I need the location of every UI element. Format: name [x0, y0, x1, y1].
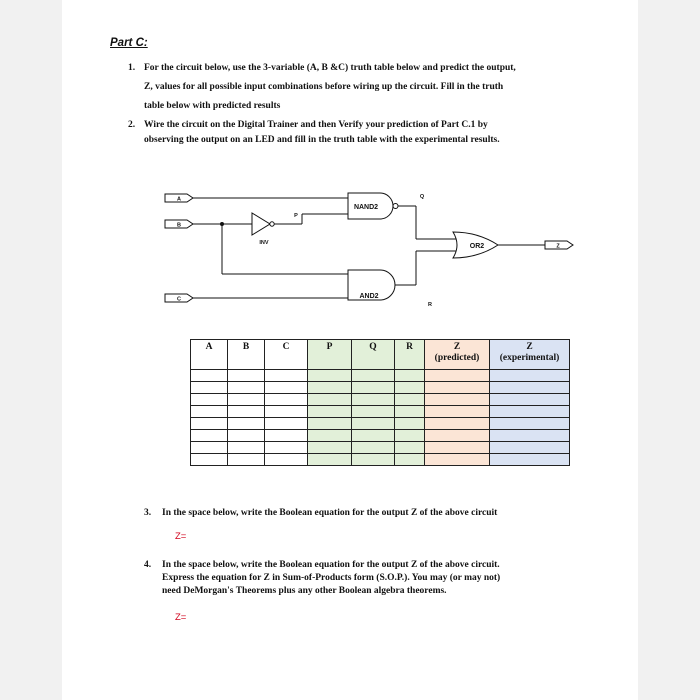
- truth-table-cell-b[interactable]: [228, 370, 265, 382]
- truth-table-row: [191, 394, 570, 406]
- col-header-q: [352, 340, 395, 370]
- truth-table-cell-a[interactable]: [191, 442, 228, 454]
- truth-table-cell-ze[interactable]: [490, 430, 570, 442]
- truth-table-cell-b[interactable]: [228, 418, 265, 430]
- truth-table-cell-zp[interactable]: [425, 394, 490, 406]
- col-header-b-line1: B: [242, 342, 250, 352]
- or-gate-label: OR2: [469, 243, 485, 250]
- and-gate-label: AND2: [359, 293, 379, 300]
- col-header-r-line1: R: [406, 342, 413, 352]
- truth-table-cell-b[interactable]: [228, 430, 265, 442]
- col-header-z-experimental: [490, 340, 570, 370]
- truth-table-cell-ze[interactable]: [490, 442, 570, 454]
- col-header-z-predicted-line2: (predicted): [434, 353, 480, 363]
- q1-line-1: For the circuit below, use the 3-variable (A, B &C) truth table below and predict the output,: [144, 63, 516, 73]
- truth-table: [190, 339, 570, 466]
- truth-table-cell-a[interactable]: [191, 430, 228, 442]
- truth-table-cell-b[interactable]: [228, 454, 265, 466]
- q1-number: 1.: [128, 63, 136, 73]
- truth-table-row: [191, 382, 570, 394]
- q1-line-3: table below with predicted results: [144, 101, 281, 111]
- truth-table-cell-ze[interactable]: [490, 418, 570, 430]
- truth-table-cell-zp[interactable]: [425, 382, 490, 394]
- truth-table-cell-q[interactable]: [352, 382, 395, 394]
- q4-line-2: Express the equation for Z in Sum-of-Products form (S.O.P.). You may (or may not): [162, 573, 501, 583]
- col-header-z-experimental-line1: Z: [526, 342, 533, 352]
- input-a-label: A: [177, 196, 181, 203]
- wire-junction-dot: [220, 222, 224, 226]
- truth-table-row: [191, 418, 570, 430]
- truth-table-cell-r[interactable]: [395, 370, 425, 382]
- q4-number: 4.: [144, 560, 152, 570]
- truth-table-cell-ze[interactable]: [490, 394, 570, 406]
- col-header-z-experimental-line2: (experimental): [499, 353, 560, 363]
- truth-table-cell-zp[interactable]: [425, 454, 490, 466]
- truth-table-cell-zp[interactable]: [425, 370, 490, 382]
- truth-table-cell-q[interactable]: [352, 454, 395, 466]
- q4-line-1: In the space below, write the Boolean equation for the output Z of the above circuit.: [162, 560, 500, 570]
- truth-table-cell-ze[interactable]: [490, 454, 570, 466]
- part-heading: Part C:: [110, 37, 148, 49]
- inverter-label: INV: [259, 240, 269, 246]
- truth-table-cell-c[interactable]: [265, 370, 308, 382]
- q1-line-2: Z, values for all possible input combinations before wiring up the circuit. Fill in the truth: [144, 82, 504, 92]
- truth-table-row: [191, 406, 570, 418]
- document-page: [62, 0, 638, 700]
- truth-table-cell-c[interactable]: [265, 418, 308, 430]
- truth-table-row: [191, 442, 570, 454]
- q2-line-1: Wire the circuit on the Digital Trainer and then Verify your prediction of Part C.1 by: [144, 120, 488, 130]
- truth-table-row: [191, 430, 570, 442]
- truth-table-cell-c[interactable]: [265, 406, 308, 418]
- truth-table-row: [191, 370, 570, 382]
- truth-table-cell-p[interactable]: [308, 442, 352, 454]
- truth-table-cell-r[interactable]: [395, 454, 425, 466]
- truth-table-cell-a[interactable]: [191, 394, 228, 406]
- wire-r-label: R: [428, 302, 432, 308]
- truth-table-cell-p[interactable]: [308, 418, 352, 430]
- truth-table-cell-r[interactable]: [395, 394, 425, 406]
- truth-table-cell-c[interactable]: [265, 454, 308, 466]
- nand-gate-label: NAND2: [353, 204, 379, 211]
- wire-q-label: Q: [419, 194, 425, 200]
- truth-table-cell-zp[interactable]: [425, 406, 490, 418]
- inverter-gate: [252, 213, 270, 235]
- q4-line-3: need DeMorgan's Theorems plus any other Boolean algebra theorems.: [162, 586, 447, 596]
- logic-circuit-diagram: [62, 0, 638, 330]
- truth-table-cell-p[interactable]: [308, 382, 352, 394]
- truth-table-cell-a[interactable]: [191, 406, 228, 418]
- truth-table-cell-zp[interactable]: [425, 442, 490, 454]
- truth-table-cell-zp[interactable]: [425, 418, 490, 430]
- col-header-b: [228, 340, 265, 370]
- truth-table-cell-c[interactable]: [265, 382, 308, 394]
- q2-line-2: observing the output on an LED and fill in the truth table with the experimental results.: [144, 135, 500, 145]
- col-header-z-predicted-line1: Z: [453, 342, 461, 352]
- col-header-q-line1: Q: [369, 342, 377, 352]
- col-header-p: [308, 340, 352, 370]
- truth-table-header-row: [191, 340, 570, 370]
- q4-answer-label: Z=: [175, 612, 187, 623]
- truth-table-cell-c[interactable]: [265, 442, 308, 454]
- truth-table-cell-q[interactable]: [352, 406, 395, 418]
- q2-number: 2.: [128, 120, 136, 130]
- truth-table-row: [191, 454, 570, 466]
- truth-table-body: [191, 370, 570, 466]
- truth-table-cell-c[interactable]: [265, 394, 308, 406]
- truth-table-cell-a[interactable]: [191, 382, 228, 394]
- wire-p-label: P: [294, 213, 298, 219]
- truth-table-cell-b[interactable]: [228, 442, 265, 454]
- truth-table-cell-p[interactable]: [308, 430, 352, 442]
- truth-table-cell-r[interactable]: [395, 430, 425, 442]
- truth-table-cell-c[interactable]: [265, 430, 308, 442]
- col-header-r: [395, 340, 425, 370]
- col-header-a-line1: A: [205, 342, 213, 352]
- input-b-label: B: [177, 222, 181, 229]
- truth-table-cell-ze[interactable]: [490, 370, 570, 382]
- col-header-p-line1: P: [326, 342, 333, 352]
- truth-table-cell-p[interactable]: [308, 406, 352, 418]
- truth-table-cell-a[interactable]: [191, 454, 228, 466]
- truth-table-cell-b[interactable]: [228, 382, 265, 394]
- truth-table-cell-b[interactable]: [228, 406, 265, 418]
- truth-table-cell-p[interactable]: [308, 454, 352, 466]
- truth-table-cell-q[interactable]: [352, 394, 395, 406]
- truth-table-cell-p[interactable]: [308, 370, 352, 382]
- truth-table-cell-r[interactable]: [395, 406, 425, 418]
- col-header-c: [265, 340, 308, 370]
- truth-table-cell-ze[interactable]: [490, 382, 570, 394]
- output-z-label: Z: [556, 243, 560, 250]
- col-header-c-line1: C: [282, 342, 290, 352]
- truth-table-cell-r[interactable]: [395, 418, 425, 430]
- truth-table-cell-r[interactable]: [395, 442, 425, 454]
- col-header-a: [191, 340, 228, 370]
- input-c-label: C: [177, 296, 181, 303]
- truth-table-cell-r[interactable]: [395, 382, 425, 394]
- truth-table-cell-zp[interactable]: [425, 430, 490, 442]
- col-header-z-predicted: [425, 340, 490, 370]
- q3-number: 3.: [144, 508, 152, 518]
- truth-table-cell-a[interactable]: [191, 418, 228, 430]
- q3-answer-label: Z=: [175, 531, 187, 542]
- truth-table-cell-p[interactable]: [308, 394, 352, 406]
- truth-table-cell-b[interactable]: [228, 394, 265, 406]
- q3-line-1: In the space below, write the Boolean equation for the output Z of the above circuit: [162, 508, 498, 518]
- truth-table-cell-q[interactable]: [352, 370, 395, 382]
- truth-table-cell-q[interactable]: [352, 418, 395, 430]
- truth-table-cell-a[interactable]: [191, 370, 228, 382]
- truth-table-cell-q[interactable]: [352, 442, 395, 454]
- truth-table-cell-ze[interactable]: [490, 406, 570, 418]
- truth-table-cell-q[interactable]: [352, 430, 395, 442]
